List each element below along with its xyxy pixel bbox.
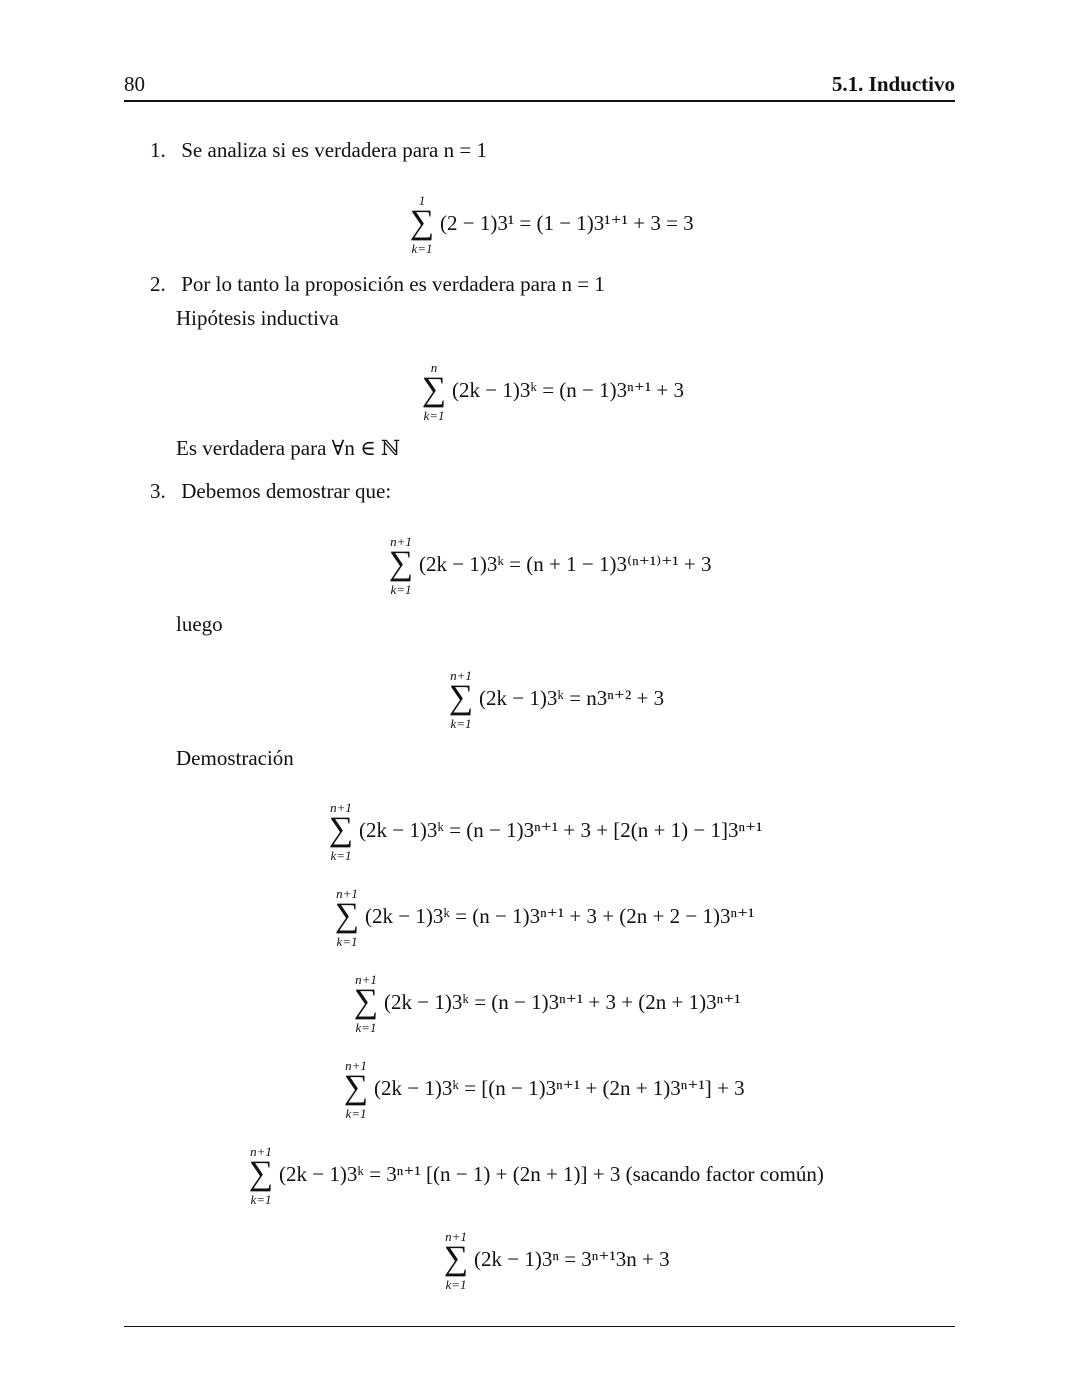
sum-upper-limit: n+1 (390, 534, 412, 549)
item-text: Debemos demostrar que: (181, 479, 392, 503)
sum-upper-limit: n+1 (445, 1229, 467, 1244)
equation-body: (2 − 1)3¹ = (1 − 1)3¹⁺¹ + 3 = 3 (440, 210, 694, 235)
inductive-hypothesis-label: Hipótesis inductiva (176, 306, 339, 330)
sum-upper-limit: n+1 (336, 886, 358, 901)
page-header (124, 72, 955, 100)
sum-lower-limit: k=1 (345, 1106, 367, 1121)
sigma-symbol: ∑ (248, 1155, 274, 1192)
sigma-symbol: ∑ (443, 1240, 469, 1277)
item-text: Por lo tanto la proposición es verdadera para n = 1 (181, 272, 605, 296)
sum-lower-limit: k=1 (423, 408, 445, 423)
equation-1 (408, 193, 694, 256)
equation-body: (2k − 1)3ᵏ = [(n − 1)3ⁿ⁺¹ + (2n + 1)3ⁿ⁺¹] + 3 (374, 1075, 745, 1100)
header-rule (124, 100, 955, 102)
summation (442, 1229, 470, 1292)
summation (447, 668, 475, 731)
summation (420, 360, 448, 423)
sum-lower-limit: k=1 (250, 1192, 272, 1207)
sigma-symbol: ∑ (343, 1069, 369, 1106)
sum-lower-limit: k=1 (336, 934, 358, 949)
footer-rule (124, 1326, 955, 1327)
item-number: 2. (150, 272, 166, 296)
sum-upper-limit: n+1 (355, 972, 377, 987)
section-title: 5.1. Inductivo (831, 72, 955, 96)
list-item-3 (150, 479, 391, 504)
summation (327, 800, 355, 863)
item-text: Se analiza si es verdadera para n = 1 (181, 138, 487, 162)
demonstration-label: Demostración (176, 746, 294, 770)
equation-2 (420, 360, 684, 423)
sigma-symbol: ∑ (353, 983, 379, 1020)
equation-3 (387, 534, 712, 597)
equation-6 (333, 886, 755, 949)
list-item-1 (150, 138, 487, 163)
equation-body: (2k − 1)3ᵏ = (n − 1)3ⁿ⁺¹ + 3 (452, 377, 684, 402)
summation (352, 972, 380, 1035)
sum-lower-limit: k=1 (330, 848, 352, 863)
sum-lower-limit: k=1 (445, 1277, 467, 1292)
equation-7 (352, 972, 741, 1035)
for-all-statement: Es verdadera para ∀n ∈ ℕ (176, 436, 401, 460)
sum-upper-limit: n (430, 360, 438, 375)
sum-upper-limit: n+1 (250, 1144, 272, 1159)
summation (333, 886, 361, 949)
list-item-2 (150, 272, 605, 297)
equation-body: (2k − 1)3ᵏ = 3ⁿ⁺¹ [(n − 1) + (2n + 1)] + 3 (sacando factor común) (279, 1161, 824, 1186)
equation-9 (247, 1144, 824, 1207)
equation-body: (2k − 1)3ᵏ = n3ⁿ⁺² + 3 (479, 685, 665, 710)
equation-4 (447, 668, 665, 731)
equation-body: (2k − 1)3ᵏ = (n + 1 − 1)3⁽ⁿ⁺¹⁾⁺¹ + 3 (419, 551, 712, 576)
equation-10 (442, 1229, 670, 1292)
sum-lower-limit: k=1 (390, 582, 412, 597)
sum-lower-limit: k=1 (411, 241, 433, 256)
equation-5 (327, 800, 763, 863)
sigma-symbol: ∑ (334, 897, 360, 934)
equation-body: (2k − 1)3ᵏ = (n − 1)3ⁿ⁺¹ + 3 + (2n + 1)3ⁿ⁺¹ (384, 989, 741, 1014)
summation (342, 1058, 370, 1121)
sum-upper-limit: n+1 (330, 800, 352, 815)
equation-body: (2k − 1)3ⁿ = 3ⁿ⁺¹3n + 3 (474, 1246, 670, 1271)
item-number: 1. (150, 138, 166, 162)
item-number: 3. (150, 479, 166, 503)
sigma-symbol: ∑ (409, 204, 435, 241)
sum-upper-limit: n+1 (450, 668, 472, 683)
sum-lower-limit: k=1 (450, 716, 472, 731)
sum-upper-limit: 1 (418, 193, 426, 208)
sum-upper-limit: n+1 (345, 1058, 367, 1073)
luego-text: luego (176, 612, 223, 636)
sigma-symbol: ∑ (388, 545, 414, 582)
sigma-symbol: ∑ (448, 679, 474, 716)
sigma-symbol: ∑ (421, 371, 447, 408)
equation-8 (342, 1058, 745, 1121)
page-number: 80 (124, 72, 145, 96)
summation (387, 534, 415, 597)
summation (408, 193, 436, 256)
sigma-symbol: ∑ (328, 811, 354, 848)
equation-body: (2k − 1)3ᵏ = (n − 1)3ⁿ⁺¹ + 3 + [2(n + 1) − 1]3ⁿ⁺¹ (359, 817, 763, 842)
sum-lower-limit: k=1 (355, 1020, 377, 1035)
equation-body: (2k − 1)3ᵏ = (n − 1)3ⁿ⁺¹ + 3 + (2n + 2 − 1)3ⁿ⁺¹ (365, 903, 755, 928)
summation (247, 1144, 275, 1207)
